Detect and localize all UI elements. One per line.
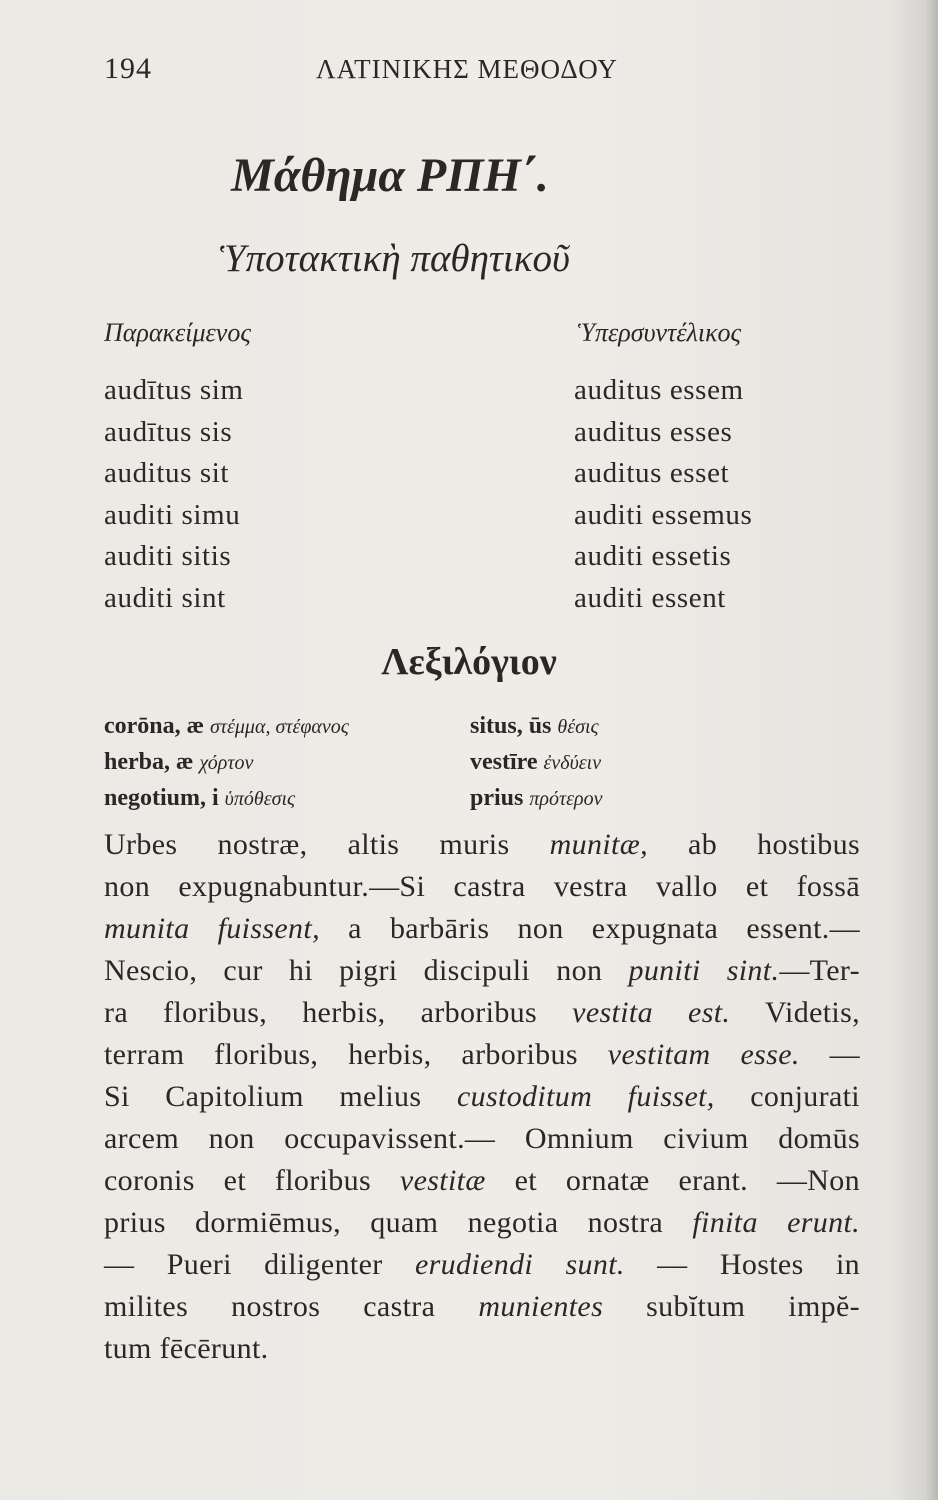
italic-phrase: vestitæ	[399, 1164, 486, 1197]
text-segment: conjurati	[714, 1080, 860, 1113]
pluperfect-column	[574, 318, 752, 619]
conjugation-form: auditus essem	[574, 374, 744, 406]
exercise-text	[104, 824, 860, 1370]
italic-phrase: munitæ,	[549, 828, 648, 861]
vocab-entry	[470, 708, 603, 744]
vocab-entry	[104, 780, 349, 816]
text-segment: coronis et floribus	[104, 1164, 400, 1197]
conjugation-form: auditi essetis	[574, 540, 732, 572]
text-line	[104, 1286, 860, 1328]
conjugation-form: auditi sint	[104, 581, 226, 614]
text-line	[104, 908, 860, 950]
vocab-entry	[470, 744, 603, 780]
italic-phrase: vestitam esse.	[607, 1038, 800, 1071]
text-segment: ra floribus, herbis, arboribus	[104, 996, 573, 1029]
text-line	[104, 1244, 860, 1286]
text-segment: milites nostros castra	[104, 1290, 479, 1323]
text-segment: terram floribus, herbis, arboribus	[104, 1038, 608, 1071]
text-line	[104, 1034, 860, 1076]
text-segment: subĭtum impĕ-	[603, 1290, 860, 1323]
text-line	[104, 866, 860, 908]
italic-phrase: munientes	[478, 1290, 604, 1323]
text-segment: Nescio, cur hi pigri discipuli non	[104, 954, 629, 987]
vocab-greek: ἐνδύειν	[543, 752, 602, 774]
text-segment: — Pueri diligenter	[104, 1248, 415, 1281]
text-line	[104, 950, 860, 992]
lesson-title: Μάθημα ΡΠΗ΄.	[231, 149, 549, 202]
text-line	[104, 1118, 860, 1160]
text-line	[104, 1202, 860, 1244]
conjugation-form: auditi essent	[574, 581, 726, 614]
vocab-entry	[104, 708, 349, 744]
text-segment: non expugnabuntur.—Si castra vestra vallo et fossā	[104, 870, 860, 903]
text-segment: —	[799, 1038, 860, 1071]
conjugation-form: audītus sis	[104, 415, 233, 448]
vocab-greek: θέσις	[557, 716, 599, 738]
italic-phrase: erudiendi sunt.	[414, 1248, 625, 1281]
vocab-greek: στέμμα, στέφανος	[209, 716, 349, 738]
text-line	[104, 992, 860, 1034]
text-segment: et ornatæ erant. —Non	[485, 1164, 860, 1197]
vocab-entry	[470, 780, 603, 816]
page-number: 194	[104, 52, 152, 85]
italic-phrase: finita erunt.	[692, 1206, 861, 1239]
conjugation-form: audītus sim	[104, 374, 244, 406]
vocab-latin: situs, ūs	[470, 713, 552, 739]
vocab-greek: χόρτον	[199, 752, 254, 774]
vocab-latin: negotium, i	[104, 785, 219, 811]
vocab-greek: ὑπόθεσις	[224, 788, 296, 810]
text-segment: Urbes nostræ, altis muris	[104, 828, 550, 861]
text-segment: Videtis,	[730, 996, 860, 1029]
text-segment: —Ter-	[779, 954, 861, 987]
text-line	[104, 1328, 860, 1370]
text-segment: — Hostes in	[624, 1248, 860, 1281]
italic-phrase: munita fuissent,	[104, 912, 320, 945]
text-line	[104, 1076, 860, 1118]
pluperfect-heading: Ὑπερσυντέλικος	[578, 318, 742, 347]
conjugation-form: auditus sit	[104, 457, 230, 489]
perfect-heading: Παρακείμενος	[104, 318, 251, 347]
conjugation-form: auditus esses	[574, 415, 733, 448]
conjugation-form: auditi simu	[104, 498, 241, 531]
conjugation-form: auditi essemus	[574, 498, 753, 531]
conjugation-form: auditi sitis	[104, 540, 232, 572]
section-subtitle: Ὑποτακτικὴ παθητικοῦ	[220, 237, 570, 280]
vocab-greek: πρότερον	[529, 788, 603, 810]
page-header	[0, 52, 938, 96]
vocabulary-right	[470, 708, 603, 816]
italic-phrase: vestita est.	[572, 996, 731, 1029]
vocab-entry	[104, 744, 349, 780]
text-segment: tum fēcērunt.	[104, 1332, 269, 1365]
text-segment: prius dormiēmus, quam negotia nostra	[104, 1206, 693, 1239]
text-line	[104, 1160, 860, 1202]
text-segment: ab hostibus	[647, 828, 860, 861]
vocabulary-left	[104, 708, 349, 816]
text-segment: a barbāris non expugnata essent.—	[319, 912, 860, 945]
page-edge	[924, 0, 938, 1500]
vocab-latin: prius	[470, 785, 524, 811]
vocab-latin: corōna, æ	[104, 713, 204, 739]
vocab-latin: vestīre	[470, 749, 538, 775]
italic-phrase: custoditum fuisset,	[456, 1080, 715, 1113]
vocabulary-title: Λεξιλόγιον	[381, 641, 557, 683]
text-line	[104, 824, 860, 866]
running-title: ΛΑΤΙΝΙΚΗΣ ΜΕΘΟΔΟΥ	[316, 54, 618, 84]
vocab-latin: herba, æ	[104, 749, 194, 775]
text-segment: arcem non occupavissent.— Omnium civium domūs	[104, 1122, 860, 1155]
perfect-column	[104, 318, 251, 619]
text-segment: Si Capitolium melius	[104, 1080, 457, 1113]
conjugation-form: auditus esset	[574, 457, 730, 489]
italic-phrase: puniti sint.	[628, 954, 780, 987]
